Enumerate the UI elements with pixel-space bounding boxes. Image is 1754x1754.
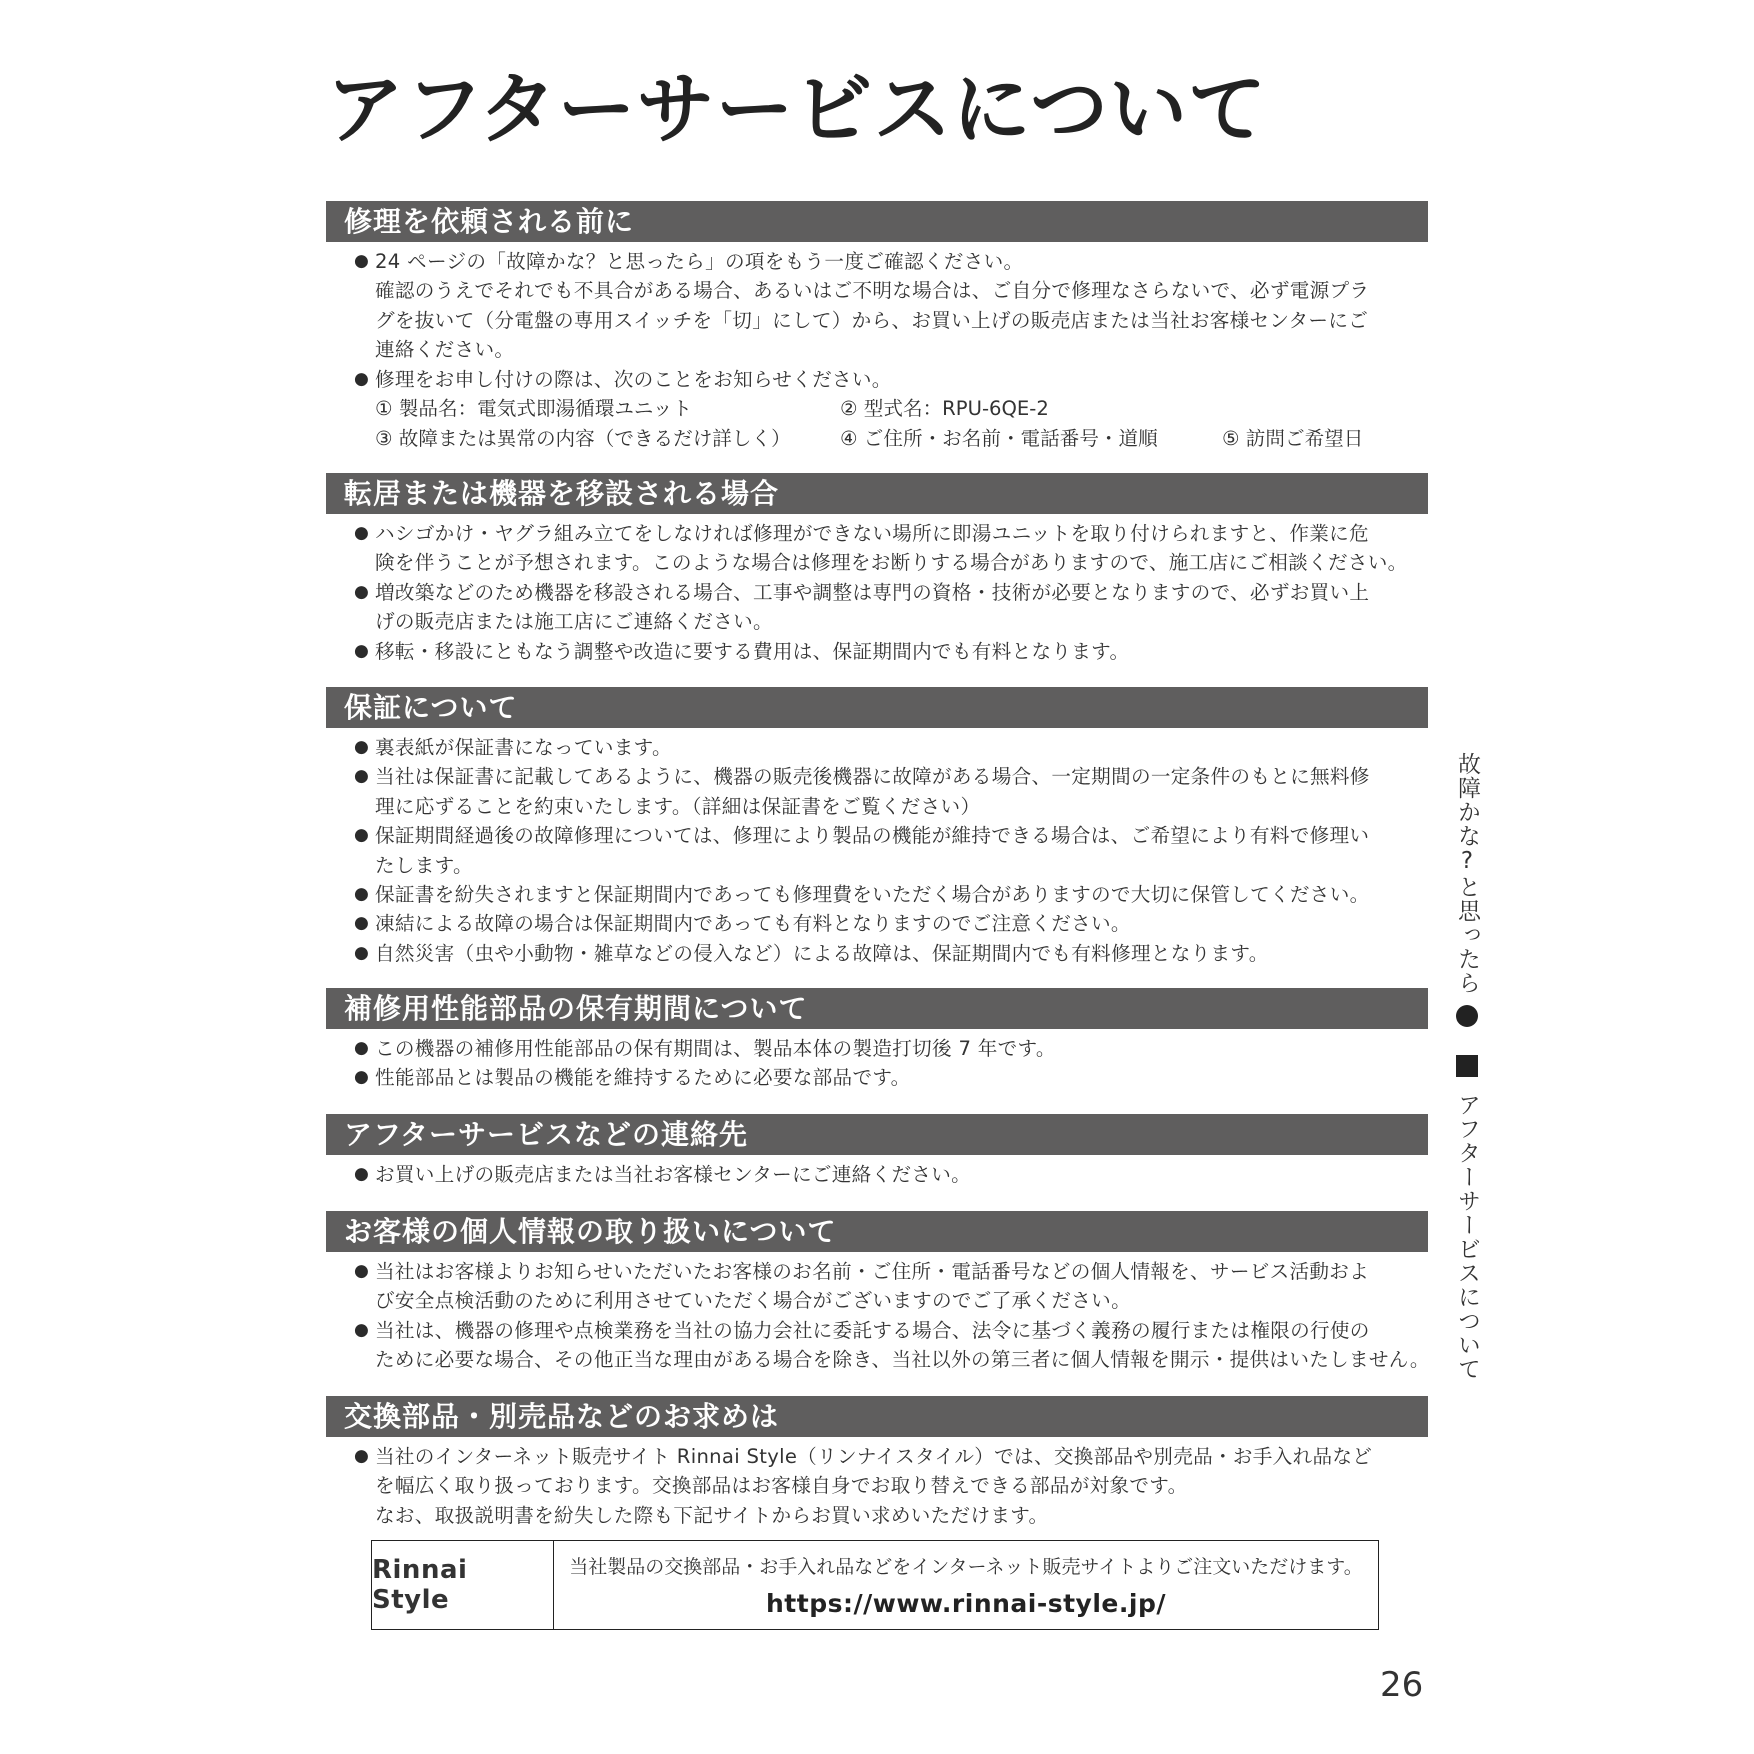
side-index-tab [1452, 752, 1482, 1381]
section-warranty [326, 687, 1428, 968]
spec-visit-date: ⑤ 訪問ご希望日 [1222, 427, 1364, 451]
section-parts-period [326, 988, 1428, 1093]
list-item: ● ハシゴかけ・ヤグラ組み立てをしなければ修理ができない場所に即湯ユニットを取り付けられますと、作業に危 険を伴うことが予想されます。このような場合は修理をお断りする場合がありますので、施工店にご相談ください。 [326, 519, 1428, 578]
side-tab-after-service: アフターサービスについて [1454, 1093, 1480, 1381]
list-item: ● 移転・移設にともなう調整や改造に要する費用は、保証期間内でも有料となります。 [326, 637, 1428, 666]
list-item: ● 当社のインターネット販売サイト Rinnai Style（リンナイスタイル）では、交換部品や別売品・お手入れ品など を幅広く取り扱っております。交換部品はお客様自身でお取り替えできる部品が対象です。 [326, 1442, 1428, 1501]
list-item: ● 裏表紙が保証書になっています。 [326, 733, 1428, 762]
section-privacy [326, 1211, 1428, 1375]
section-purchase [326, 1396, 1428, 1530]
rinnai-style-box [371, 1540, 1379, 1630]
square-marker-icon [1456, 1055, 1478, 1077]
list-item: ● お買い上げの販売店または当社お客様センターにご連絡ください。 [326, 1160, 1428, 1189]
list-item: ● 増改築などのため機器を移設される場合、工事や調整は専門の資格・技術が必要となりますので、必ずお買い上 げの販売店または施工店にご連絡ください。 [326, 578, 1428, 637]
page-title: アフターサービスについて [326, 65, 1267, 155]
purchase-note: なお、取扱説明書を紛失した際も下記サイトからお買い求めいただけます。 [375, 1503, 1049, 1527]
rinnai-style-description: 当社製品の交換部品・お手入れ品などをインターネット販売サイトよりご注文いただけます。 [569, 1556, 1363, 1578]
section-heading: 転居または機器を移設される場合 [326, 473, 1428, 514]
rinnai-style-logo: Rinnai Style [372, 1541, 554, 1629]
section-heading: お客様の個人情報の取り扱いについて [326, 1211, 1428, 1252]
section-heading: アフターサービスなどの連絡先 [326, 1114, 1428, 1155]
rinnai-style-url[interactable]: https://www.rinnai-style.jp/ [766, 1589, 1166, 1618]
list-item: ● この機器の補修用性能部品の保有期間は、製品本体の製造打切後 7 年です。 [326, 1034, 1428, 1063]
section-before-repair [326, 201, 1428, 454]
section-relocation [326, 473, 1428, 666]
spec-address: ④ ご住所・お名前・電話番号・道順 [840, 427, 1158, 451]
list-item: ● 当社は、機器の修理や点検業務を当社の協力会社に委託する場合、法令に基づく義務の履行または権限の行使の ために必要な場合、その他正当な理由がある場合を除き、当社以外の第三者に個人情報を開示・提供はいたしません。 [326, 1316, 1428, 1375]
list-item: ● 当社は保証書に記載してあるように、機器の販売後機器に故障がある場合、一定期間の一定条件のもとに無料修 理に応ずることを約束いたします。（詳細は保証書をご覧ください） [326, 762, 1428, 821]
list-item: ● 自然災害（虫や小動物・雑草などの侵入など）による故障は、保証期間内でも有料修理となります。 [326, 939, 1428, 968]
spec-row [326, 394, 1428, 424]
list-item: ● 保証期間経過後の故障修理については、修理により製品の機能が維持できる場合は、ご希望により有料で修理い たします。 [326, 821, 1428, 880]
list-item: ● 修理をお申し付けの際は、次のことをお知らせください。 [326, 365, 1428, 394]
spec-product-name: ① 製品名：電気式即湯循環ユニット [375, 397, 692, 421]
section-heading: 修理を依頼される前に [326, 201, 1428, 242]
list-item: ● 当社はお客様よりお知らせいただいたお客様のお名前・ご住所・電話番号などの個人情報を、サービス活動およ び安全点検活動のために利用させていただく場合がございますのでご了承ください。 [326, 1257, 1428, 1316]
list-item: ● 24 ページの「故障かな？と思ったら」の項をもう一度ご確認ください。 確認のうえでそれでも不具合がある場合、あるいはご不明な場合は、ご自分で修理なさらないで、必ず電源プラ グを抜いて（分電盤の専用スイッチを「切」にして）から、お買い上げの販売店または当社お客様センターにご 連絡ください。 [326, 247, 1428, 365]
spec-issue: ③ 故障または異常の内容（できるだけ詳しく） [375, 427, 791, 451]
page-number: 26 [1380, 1665, 1424, 1705]
side-tab-troubleshooting: 故障かな?と思ったら [1454, 752, 1480, 995]
list-item: ● 凍結による故障の場合は保証期間内であっても有料となりますのでご注意ください。 [326, 909, 1428, 938]
list-item: ● 性能部品とは製品の機能を維持するために必要な部品です。 [326, 1063, 1428, 1092]
section-heading: 保証について [326, 687, 1428, 728]
section-heading: 補修用性能部品の保有期間について [326, 988, 1428, 1029]
rinnai-style-info [554, 1541, 1378, 1629]
list-item: ● 保証書を紛失されますと保証期間内であっても修理費をいただく場合がありますので大切に保管してください。 [326, 880, 1428, 909]
bullet-dot-icon [1456, 1005, 1478, 1027]
section-contact [326, 1114, 1428, 1189]
spec-model-name: ② 型式名：RPU-6QE-2 [840, 397, 1049, 421]
spec-row [326, 424, 1428, 454]
section-heading: 交換部品・別売品などのお求めは [326, 1396, 1428, 1437]
